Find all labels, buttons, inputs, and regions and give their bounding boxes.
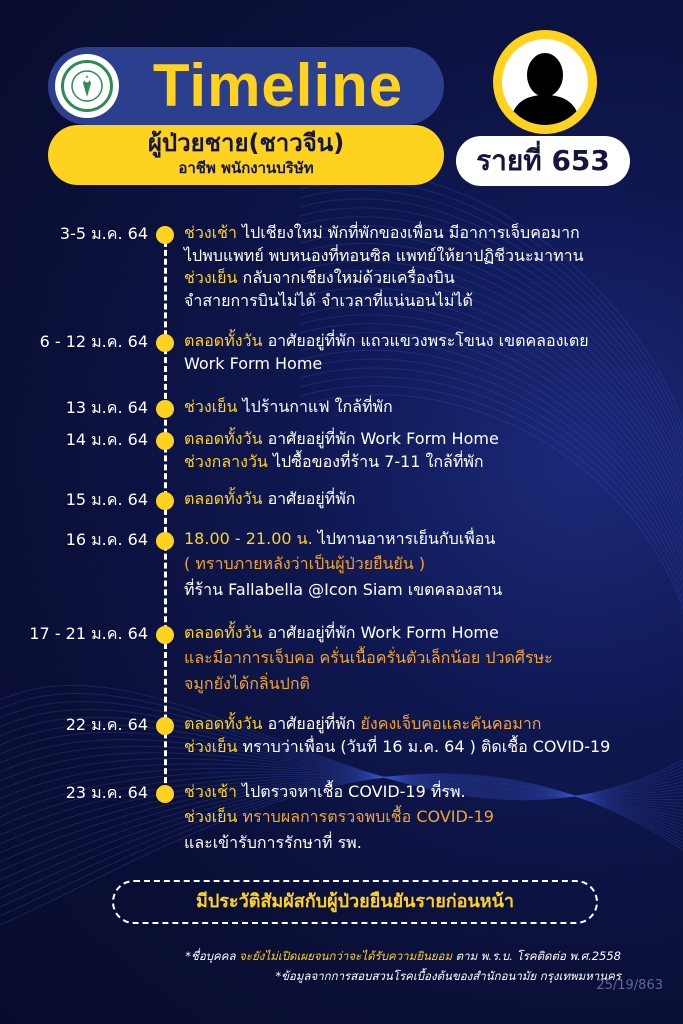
privacy-note: *ชื่อบุคคล จะยังไม่เปิดเผยจนกว่าจะได้รับความยินยอม ตาม พ.ร.บ. โรคติดต่อ พ.ศ.2558 bbox=[185, 949, 621, 963]
timeline-dot-icon bbox=[156, 226, 174, 244]
entry-text-segment: ช่วงเย็น bbox=[184, 268, 243, 287]
entry-text-segment: 18.00 - 21.00 น. bbox=[184, 529, 318, 548]
timeline-dot-icon bbox=[156, 334, 174, 352]
patient-description: ผู้ป่วยชาย(ชาวจีน) bbox=[147, 129, 345, 157]
entry-line bbox=[184, 671, 680, 697]
entry-date: 14 ม.ค. 64 bbox=[65, 430, 148, 449]
entry-line bbox=[184, 713, 680, 736]
entry-text-segment: ที่ร้าน Fallabella @Icon Siam เขตคลองสาน bbox=[184, 579, 503, 599]
entry-line bbox=[184, 577, 680, 603]
entry-text-segment: กลับจากเชียงใหม่ด้วยเครื่องบิน bbox=[242, 268, 455, 287]
patient-banner bbox=[48, 125, 444, 185]
entry-text-segment: ตลอดทั้งวัน bbox=[184, 623, 268, 642]
entry-text-segment: ช่วงเย็น bbox=[184, 397, 243, 416]
patient-occupation: อาชีพ พนักงานบริษัท bbox=[178, 159, 314, 177]
entry-line bbox=[184, 528, 680, 551]
entry-text-segment: จมูกยังได้กลิ่นปกติ bbox=[184, 673, 310, 693]
entry-text-segment: อาศัยอยู่ที่พัก Work Form Home bbox=[267, 429, 499, 448]
entry-text-segment: ไปพบแพทย์ พบหนองที่ทอนซิล แพทย์ให้ยาปฏิชีวนะมาทาน bbox=[184, 245, 584, 265]
entry-text-segment: ไปร้านกาแฟ ใกล้ที่พัก bbox=[242, 397, 393, 416]
entry-text-segment: และมีอาการเจ็บคอ ครั่นเนื้อครั่นตัวเล็กน้อย ปวดศีรษะ bbox=[184, 647, 553, 667]
timeline-dot-icon bbox=[156, 785, 174, 803]
timeline-dot-icon bbox=[156, 717, 174, 735]
entry-text-segment: ตลอดทั้งวัน bbox=[184, 331, 268, 350]
entry-date: 15 ม.ค. 64 bbox=[65, 490, 148, 509]
entry-text bbox=[184, 330, 680, 375]
entry-line bbox=[184, 488, 680, 511]
entry-text bbox=[184, 781, 680, 856]
entry-text-segment: อาศัยอยู่ที่พัก แถวแขวงพระโขนง เขตคลองเตย bbox=[267, 331, 589, 350]
entry-text-segment: ยังคงเจ็บคอและคันคอมาก bbox=[360, 714, 542, 733]
entry-text-segment: ทราบว่าเพื่อน (วันที่ 16 ม.ค. 64 ) ติดเชื้อ COVID-19 bbox=[242, 736, 611, 756]
entry-text-segment: ไปซื้อของที่ร้าน 7-11 ใกล้ที่พัก bbox=[272, 451, 484, 471]
entry-text-segment: ไปทานอาหารเย็นกับเพื่อน bbox=[317, 529, 496, 548]
contact-history-note: มีประวัติสัมผัสกับผู้ป่วยยืนยันรายก่อนหน้า bbox=[112, 880, 598, 924]
entry-line bbox=[184, 396, 680, 419]
entry-text-segment: และเข้ารับการรักษาที่ รพ. bbox=[184, 832, 362, 852]
entry-text-segment: ช่วงเย็น bbox=[184, 806, 243, 826]
entry-text-segment: Work Form Home bbox=[184, 353, 323, 373]
document-code: 25/19/863 bbox=[596, 978, 663, 993]
entry-text-segment: ตลอดทั้งวัน bbox=[184, 489, 268, 508]
entry-text bbox=[184, 622, 680, 697]
entry-date: 3-5 ม.ค. 64 bbox=[59, 224, 148, 243]
entry-text bbox=[184, 396, 680, 419]
entry-text-segment: อาศัยอยู่ที่พัก Work Form Home bbox=[267, 623, 499, 642]
timeline-dot-icon bbox=[156, 492, 174, 510]
entry-text-segment: อาศัยอยู่ที่พัก bbox=[267, 489, 356, 508]
entry-line bbox=[184, 267, 680, 290]
entry-text bbox=[184, 428, 680, 473]
entry-line bbox=[184, 222, 680, 245]
entry-text-segment: ตลอดทั้งวัน bbox=[184, 714, 268, 733]
entry-text-segment: ช่วงเช้า bbox=[184, 223, 243, 242]
entry-line bbox=[184, 645, 680, 671]
city-seal-logo bbox=[55, 54, 119, 118]
entry-text-segment: ช่วงเย็น bbox=[184, 736, 243, 756]
entry-date: 22 ม.ค. 64 bbox=[65, 715, 148, 734]
entry-text-segment: ช่วงกลางวัน bbox=[184, 451, 273, 471]
person-silhouette-icon bbox=[502, 39, 588, 125]
entry-text-segment: ช่วงเช้า bbox=[184, 782, 243, 801]
entry-line bbox=[184, 781, 680, 804]
entry-line bbox=[184, 622, 680, 645]
timeline-dot-icon bbox=[156, 400, 174, 418]
entry-text bbox=[184, 528, 680, 603]
timeline-dot-icon bbox=[156, 432, 174, 450]
entry-text-segment: อาศัยอยู่ที่พัก bbox=[267, 714, 361, 733]
entry-line bbox=[184, 330, 680, 353]
timeline-dot-icon bbox=[156, 532, 174, 550]
entry-line bbox=[184, 428, 680, 451]
entry-text-segment: ไปเชียงใหม่ พักที่พักของเพื่อน มีอาการเจ็บคอมาก bbox=[242, 223, 580, 242]
entry-text-segment: จำสายการบินไม่ได้ จำเวลาที่แน่นอนไม่ได้ bbox=[184, 290, 473, 310]
entry-text bbox=[184, 488, 680, 511]
entry-text bbox=[184, 222, 680, 312]
entry-text-segment: ไปตรวจหาเชื้อ COVID-19 ที่รพ. bbox=[242, 782, 466, 801]
case-number-badge: รายที่ 653 bbox=[456, 136, 630, 186]
page-title: Timeline bbox=[152, 52, 404, 119]
entry-text-segment: ทราบผลการตรวจพบเชื้อ COVID-19 bbox=[242, 806, 494, 826]
source-note: *ข้อมูลจากการสอบสวนโรคเบื้องต้นของสำนักอนามัย กรุงเทพมหานคร bbox=[275, 969, 621, 983]
entry-line bbox=[184, 736, 680, 759]
timeline-dot-icon bbox=[156, 626, 174, 644]
entry-line bbox=[184, 551, 680, 577]
entry-text bbox=[184, 713, 680, 758]
entry-line bbox=[184, 804, 680, 830]
entry-line bbox=[184, 451, 680, 474]
avatar bbox=[493, 30, 597, 134]
entry-date: 16 ม.ค. 64 bbox=[65, 530, 148, 549]
entry-date: 23 ม.ค. 64 bbox=[65, 783, 148, 802]
entry-line bbox=[184, 290, 680, 313]
entry-date: 17 - 21 ม.ค. 64 bbox=[29, 624, 148, 643]
entry-line bbox=[184, 245, 680, 268]
entry-text-segment: ตลอดทั้งวัน bbox=[184, 429, 268, 448]
seal-emblem-icon bbox=[70, 69, 104, 103]
entry-date: 6 - 12 ม.ค. 64 bbox=[39, 332, 148, 351]
timeline-axis bbox=[164, 232, 167, 792]
entry-line bbox=[184, 353, 680, 376]
entry-date: 13 ม.ค. 64 bbox=[65, 398, 148, 417]
entry-line bbox=[184, 830, 680, 856]
entry-text-segment: ( ทราบภายหลังว่าเป็นผู้ป่วยยืนยัน ) bbox=[184, 553, 426, 573]
